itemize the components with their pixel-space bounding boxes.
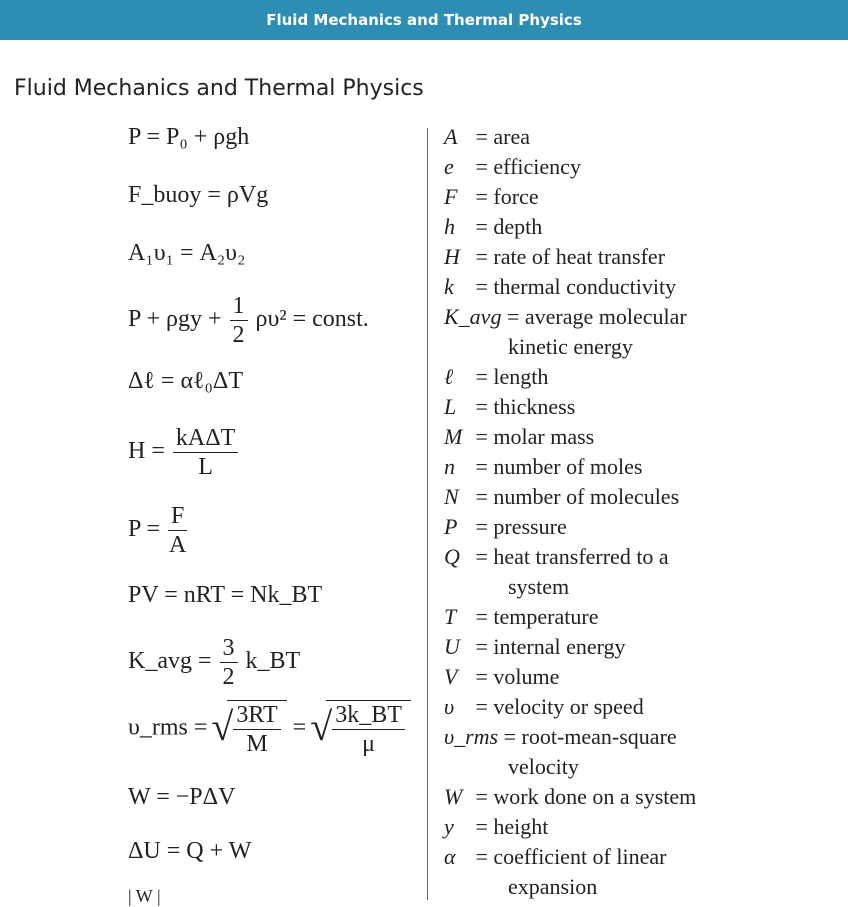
definition-item: [444, 482, 679, 512]
definition-symbol: H: [444, 244, 460, 269]
definition-item: [444, 722, 677, 752]
definition-text: = thermal conductivity: [470, 274, 677, 299]
definition-text: = volume: [470, 664, 560, 689]
definition-symbol: h: [444, 214, 455, 239]
definition-continuation-text: kinetic energy: [508, 334, 633, 359]
definition-text: = area: [470, 124, 531, 149]
definition-text: = rate of heat transfer: [470, 244, 666, 269]
definition-item: [444, 212, 542, 242]
bernoulli-fraction: [230, 292, 248, 349]
definition-continuation: [444, 332, 633, 362]
definition-symbol: M: [444, 424, 463, 449]
definition-item: [444, 122, 530, 152]
definition-item: [444, 242, 665, 272]
definition-item: [444, 602, 598, 632]
definition-symbol: α: [444, 844, 456, 869]
conduction-fraction: [173, 424, 238, 481]
definition-symbol: K_avg: [444, 304, 502, 329]
kinetic-den: 2: [222, 664, 235, 690]
definition-continuation-text: expansion: [508, 874, 598, 899]
rms-num-2: √ 3k_BT: [332, 701, 405, 730]
definition-text: = root-mean-square: [498, 724, 677, 749]
rms-den-2: μ: [362, 731, 375, 757]
definition-symbol: P: [444, 514, 458, 539]
definition-continuation-text: velocity: [508, 754, 579, 779]
definition-item: [444, 392, 575, 422]
definition-item: [444, 662, 559, 692]
definition-item: [444, 782, 696, 812]
definition-item: [444, 422, 594, 452]
definition-symbol: y: [444, 814, 454, 839]
equation-pressure: [128, 502, 189, 559]
kinetic-right: k_BT: [245, 648, 301, 675]
definition-item: [444, 692, 644, 722]
definition-item: [444, 812, 548, 842]
definition-symbol: k: [444, 274, 454, 299]
definition-text: = force: [470, 184, 539, 209]
equation-work: W = −PΔV: [128, 784, 236, 810]
definition-text: = molar mass: [470, 424, 595, 449]
kinetic-fraction: [220, 634, 238, 691]
definition-text: = heat transferred to a: [470, 544, 669, 569]
equation-ideal-gas: PV = nRT = Nk_BT: [128, 582, 323, 608]
app-title-bar: [0, 0, 848, 40]
definition-symbol: υ: [444, 694, 455, 719]
equation-buoyancy: F_buoy = ρVg: [128, 182, 269, 208]
definition-item: [444, 362, 548, 392]
definition-item: [444, 632, 626, 662]
equation-heat-conduction: [128, 424, 240, 481]
definition-text: = internal energy: [470, 634, 626, 659]
definition-text: = length: [470, 364, 549, 389]
definition-text: = depth: [470, 214, 543, 239]
definition-item: [444, 452, 643, 482]
definition-text: = efficiency: [470, 154, 581, 179]
bernoulli-frac-num: 1: [230, 292, 248, 321]
definition-symbol: F: [444, 184, 458, 209]
app-title: Fluid Mechanics and Thermal Physics: [266, 11, 582, 29]
definition-symbol: N: [444, 484, 459, 509]
definition-symbol: e: [444, 154, 454, 179]
definition-text: = velocity or speed: [470, 694, 644, 719]
equation-continuity: A₁υ₁ = A₂υ₂: [128, 240, 246, 266]
page-title: Fluid Mechanics and Thermal Physics: [14, 76, 424, 101]
definition-text: = thickness: [470, 394, 576, 419]
definition-item: [444, 542, 669, 572]
bernoulli-frac-den: 2: [232, 322, 245, 348]
definition-continuation: [444, 752, 579, 782]
equation-efficiency-partial: | W |: [128, 886, 161, 906]
conduction-left: H =: [128, 438, 165, 465]
definition-symbol: n: [444, 454, 455, 479]
definition-text: = temperature: [470, 604, 599, 629]
definition-symbol: ℓ: [444, 364, 454, 389]
bernoulli-left: P + ρgy +: [128, 306, 222, 333]
definition-text: = pressure: [470, 514, 567, 539]
definition-item: [444, 302, 687, 332]
pressure-num: F: [168, 502, 187, 531]
equation-rms-speed: [128, 700, 411, 758]
definition-continuation-text: system: [508, 574, 570, 599]
bernoulli-right: ρυ² = const.: [255, 306, 369, 333]
definition-text: = number of moles: [470, 454, 643, 479]
equation-thermal-expansion: Δℓ = αℓ₀ΔT: [128, 368, 243, 394]
rms-sqrt-2: [326, 700, 411, 758]
definition-text: = average molecular: [501, 304, 687, 329]
rms-num-1: √ 3RT: [233, 701, 280, 730]
equation-kinetic-energy: [128, 634, 300, 691]
definition-symbol: Q: [444, 544, 460, 569]
definition-text: = number of molecules: [470, 484, 680, 509]
definition-item: [444, 272, 676, 302]
definition-symbol: υ_rms: [444, 724, 499, 749]
definition-text: = height: [470, 814, 549, 839]
kinetic-left: K_avg =: [128, 648, 212, 675]
definition-continuation: [444, 872, 597, 902]
definition-symbol: U: [444, 634, 460, 659]
pressure-den: A: [169, 532, 187, 558]
pressure-fraction: [168, 502, 187, 559]
kinetic-num: 3: [220, 634, 238, 663]
conduction-den: L: [198, 454, 213, 480]
definition-symbol: T: [444, 604, 457, 629]
definition-item: [444, 152, 581, 182]
equation-first-law: ΔU = Q + W: [128, 838, 252, 864]
definition-text: = work done on a system: [470, 784, 697, 809]
definition-symbol: L: [444, 394, 457, 419]
equation-bernoulli: [128, 292, 369, 349]
rms-fraction-1: [233, 701, 280, 758]
pressure-left: P =: [128, 516, 160, 543]
column-divider: [427, 128, 428, 900]
rms-fraction-2: [332, 701, 405, 758]
definition-text: = coefficient of linear: [470, 844, 667, 869]
definition-item: [444, 842, 666, 872]
conduction-num: kAΔT: [173, 424, 238, 453]
rms-left: υ_rms =: [128, 714, 208, 741]
definition-symbol: A: [444, 124, 458, 149]
definition-symbol: W: [444, 784, 463, 809]
rms-sqrt-1: [227, 700, 286, 758]
rms-equals: =: [292, 714, 307, 741]
rms-den-1: M: [246, 731, 268, 757]
definition-item: [444, 182, 539, 212]
equation-pressure-depth: P = P₀ + ρgh: [128, 124, 250, 150]
definition-item: [444, 512, 567, 542]
definition-symbol: V: [444, 664, 458, 689]
definition-continuation: [444, 572, 569, 602]
